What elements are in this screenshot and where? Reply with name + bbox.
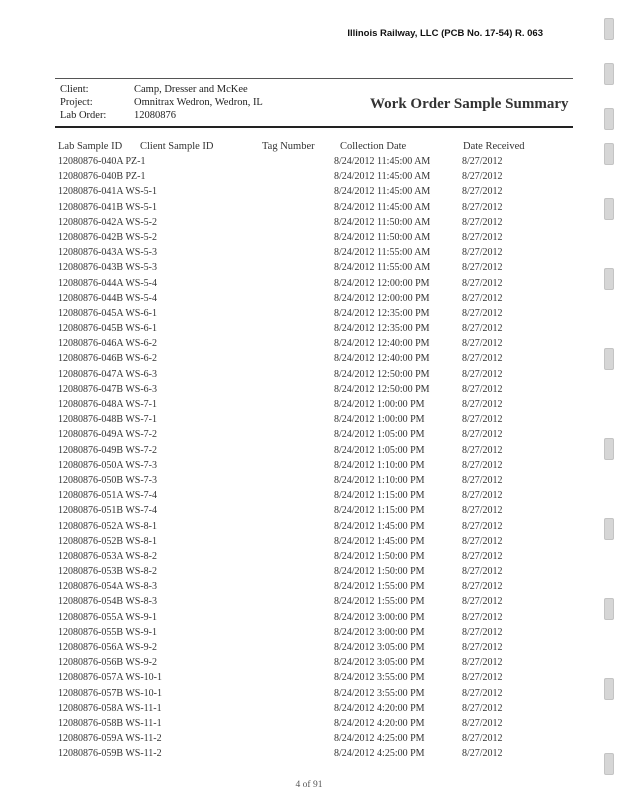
table-row [0, 308, 618, 323]
lab-sample-id [58, 490, 157, 501]
lab-sample-id-value: 12080876-059B [58, 748, 123, 760]
client-sample-id: WS-7-4 [125, 505, 157, 517]
date-received: 8/27/2012 [462, 535, 503, 547]
lab-sample-id [58, 612, 157, 623]
lab-sample-id [58, 445, 157, 456]
collection-date: 8/24/2012 11:45:00 AM [334, 186, 431, 198]
collection-date: 8/24/2012 12:50:00 PM [334, 383, 430, 395]
date-received: 8/27/2012 [462, 201, 503, 213]
collection-date: 8/24/2012 3:55:00 PM [334, 687, 425, 699]
date-received: 8/27/2012 [462, 687, 503, 699]
date-received: 8/27/2012 [462, 642, 503, 653]
table-row [0, 217, 618, 232]
client-sample-id: WS-8-2 [125, 550, 157, 562]
collection-date: 8/24/2012 1:05:00 PM [334, 444, 425, 456]
lab-sample-id-value: 12080876-058A [58, 702, 123, 714]
collection-date: 8/24/2012 1:55:00 PM [334, 596, 425, 608]
collection-date: 8/24/2012 1:15:00 PM [334, 505, 425, 517]
lab-sample-id [58, 338, 157, 349]
table-row [0, 384, 618, 399]
client-sample-id: WS-7-1 [125, 414, 157, 426]
lab-sample-id [58, 429, 157, 440]
lab-sample-id [58, 460, 157, 471]
table-row [0, 445, 618, 460]
collection-date: 8/24/2012 11:45:00 AM [334, 156, 431, 167]
lab-sample-id [58, 657, 157, 668]
table-row [0, 278, 618, 293]
date-received: 8/27/2012 [462, 520, 503, 532]
date-received: 8/27/2012 [462, 657, 503, 669]
lab-sample-id [58, 596, 157, 607]
col-lab-sample-id: Lab Sample ID [58, 141, 123, 152]
date-received: 8/27/2012 [462, 702, 503, 714]
table-row [0, 748, 618, 763]
client-sample-id: WS-9-1 [125, 626, 157, 638]
table-row [0, 399, 618, 414]
table-row [0, 521, 618, 536]
lab-sample-id-value: 12080876-042B [58, 231, 123, 243]
lab-order-value: 12080876 [134, 110, 176, 121]
lab-sample-id-value: 12080876-050B [58, 474, 123, 486]
project-row [60, 96, 263, 109]
lab-sample-id-value: 12080876-048A [58, 399, 123, 410]
client-sample-id: WS-8-1 [125, 535, 157, 547]
client-sample-id: WS-6-3 [125, 368, 157, 380]
lab-sample-id [58, 475, 157, 486]
lab-sample-id-value: 12080876-058B [58, 717, 123, 729]
lab-sample-id [58, 369, 157, 380]
table-row [0, 202, 618, 217]
date-received: 8/27/2012 [462, 186, 503, 198]
lab-sample-id [58, 566, 157, 577]
collection-date: 8/24/2012 1:05:00 PM [334, 429, 425, 441]
lab-sample-id-value: 12080876-046B [58, 353, 123, 365]
client-sample-id: WS-11-2 [125, 748, 162, 760]
table-row [0, 262, 618, 277]
date-received: 8/27/2012 [462, 626, 503, 638]
lab-sample-id [58, 247, 157, 258]
date-received: 8/27/2012 [462, 414, 503, 426]
collection-date: 8/24/2012 4:25:00 PM [334, 733, 425, 745]
table-row [0, 703, 618, 718]
table-row [0, 429, 618, 444]
lab-sample-id-value: 12080876-045A [58, 307, 123, 319]
lab-sample-id [58, 278, 157, 289]
lab-sample-id-value: 12080876-055A [58, 611, 123, 623]
client-sample-id: WS-11-1 [125, 702, 162, 714]
table-row [0, 551, 618, 566]
table-row [0, 672, 618, 687]
project-label: Project: [60, 97, 93, 108]
binder-hole [604, 18, 614, 40]
page-stamp: Illinois Railway, LLC (PCB No. 17-54) R. 063 [347, 28, 543, 39]
client-label: Client: [60, 84, 89, 95]
collection-date: 8/24/2012 1:00:00 PM [334, 414, 425, 426]
table-row [0, 566, 618, 581]
table-row [0, 186, 618, 201]
table-row [0, 627, 618, 642]
client-sample-id: WS-5-1 [125, 186, 157, 198]
col-collection-date: Collection Date [340, 141, 407, 152]
collection-date: 8/24/2012 1:15:00 PM [334, 490, 425, 502]
project-value: Omnitrax Wedron, Wedron, IL [134, 97, 263, 108]
collection-date: 8/24/2012 11:55:00 AM [334, 247, 431, 259]
date-received: 8/27/2012 [462, 474, 503, 486]
lab-sample-id [58, 308, 157, 319]
lab-sample-id [58, 718, 162, 729]
client-sample-id: WS-7-4 [125, 490, 157, 502]
collection-date: 8/24/2012 3:00:00 PM [334, 611, 425, 623]
date-received: 8/27/2012 [462, 231, 503, 243]
lab-sample-id-value: 12080876-055B [58, 626, 123, 638]
date-received: 8/27/2012 [462, 171, 503, 183]
collection-date: 8/24/2012 4:25:00 PM [334, 748, 425, 760]
table-row [0, 460, 618, 475]
lab-sample-id [58, 186, 157, 197]
collection-date: 8/24/2012 1:55:00 PM [334, 581, 425, 593]
lab-sample-id [58, 505, 157, 516]
lab-sample-id [58, 232, 157, 243]
lab-sample-id-value: 12080876-051A [58, 490, 123, 502]
lab-sample-id-value: 12080876-044B [58, 292, 123, 304]
header-rule-top [55, 78, 573, 79]
lab-sample-id [58, 293, 157, 304]
client-sample-id: WS-5-4 [125, 277, 157, 289]
lab-sample-id-value: 12080876-053B [58, 566, 123, 578]
client-sample-id: WS-5-4 [125, 292, 157, 304]
collection-date: 8/24/2012 1:45:00 PM [334, 535, 425, 547]
lab-sample-id-value: 12080876-047A [58, 368, 123, 380]
table-row [0, 414, 618, 429]
client-sample-id: WS-6-1 [125, 307, 157, 319]
collection-date: 8/24/2012 12:35:00 PM [334, 307, 430, 319]
client-sample-id: WS-5-1 [125, 201, 157, 213]
client-sample-id: WS-7-2 [125, 444, 157, 456]
collection-date: 8/24/2012 1:00:00 PM [334, 399, 425, 410]
lab-sample-id-value: 12080876-050A [58, 459, 123, 471]
table-row [0, 323, 618, 338]
client-sample-id: WS-11-2 [125, 733, 162, 745]
client-sample-id: WS-10-1 [125, 687, 162, 699]
client-sample-id: WS-5-3 [125, 262, 157, 274]
lab-sample-id-value: 12080876-057A [58, 672, 123, 684]
client-sample-id: WS-5-2 [125, 216, 157, 228]
table-row [0, 293, 618, 308]
sample-table [0, 156, 618, 764]
lab-sample-id [58, 171, 146, 182]
collection-date: 8/24/2012 3:05:00 PM [334, 642, 425, 653]
lab-sample-id-value: 12080876-052B [58, 535, 123, 547]
client-sample-id: WS-6-1 [125, 323, 157, 335]
lab-sample-id-value: 12080876-043B [58, 262, 123, 274]
lab-sample-id-value: 12080876-054A [58, 581, 123, 593]
table-row [0, 581, 618, 596]
table-row [0, 171, 618, 186]
lab-sample-id [58, 642, 157, 653]
date-received: 8/27/2012 [462, 748, 503, 760]
lab-order-row [60, 109, 263, 122]
lab-sample-id [58, 384, 157, 395]
lab-sample-id-value: 12080876-049A [58, 429, 123, 441]
lab-sample-id-value: 12080876-046A [58, 338, 123, 350]
lab-sample-id-value: 12080876-040A [58, 156, 123, 167]
lab-sample-id [58, 733, 162, 744]
table-row [0, 247, 618, 262]
lab-sample-id [58, 202, 157, 213]
date-received: 8/27/2012 [462, 307, 503, 319]
lab-sample-id [58, 399, 157, 410]
client-value: Camp, Dresser and McKee [134, 84, 248, 95]
client-sample-id: WS-9-1 [125, 611, 157, 623]
lab-sample-id [58, 748, 162, 759]
client-sample-id: WS-7-3 [125, 459, 157, 471]
collection-date: 8/24/2012 11:45:00 AM [334, 201, 431, 213]
table-row [0, 733, 618, 748]
lab-sample-id-value: 12080876-040B [58, 171, 123, 183]
date-received: 8/27/2012 [462, 383, 503, 395]
lab-sample-id [58, 627, 157, 638]
lab-sample-id [58, 672, 162, 683]
lab-sample-id [58, 156, 146, 167]
client-sample-id: WS-7-2 [125, 429, 157, 441]
collection-date: 8/24/2012 12:00:00 PM [334, 277, 430, 289]
binder-hole [604, 108, 614, 130]
lab-sample-id-value: 12080876-043A [58, 247, 123, 259]
table-row [0, 718, 618, 733]
lab-sample-id-value: 12080876-052A [58, 520, 123, 532]
binder-hole [604, 63, 614, 85]
lab-sample-id [58, 353, 157, 364]
collection-date: 8/24/2012 4:20:00 PM [334, 702, 425, 714]
lab-sample-id-value: 12080876-054B [58, 596, 123, 608]
table-row [0, 232, 618, 247]
lab-sample-id-value: 12080876-056A [58, 642, 123, 653]
collection-date: 8/24/2012 12:40:00 PM [334, 353, 430, 365]
client-sample-id: WS-9-2 [125, 657, 157, 669]
lab-sample-id-value: 12080876-048B [58, 414, 123, 426]
date-received: 8/27/2012 [462, 338, 503, 350]
table-header [0, 141, 618, 155]
lab-sample-id-value: 12080876-053A [58, 550, 123, 562]
lab-sample-id [58, 581, 157, 592]
lab-order-label: Lab Order: [60, 110, 107, 121]
client-sample-id: WS-7-3 [125, 474, 157, 486]
date-received: 8/27/2012 [462, 444, 503, 456]
table-row [0, 657, 618, 672]
lab-sample-id-value: 12080876-057B [58, 687, 123, 699]
collection-date: 8/24/2012 12:40:00 PM [334, 338, 430, 350]
table-row [0, 688, 618, 703]
client-sample-id: WS-11-1 [125, 717, 162, 729]
date-received: 8/27/2012 [462, 490, 503, 502]
collection-date: 8/24/2012 11:50:00 AM [334, 231, 431, 243]
date-received: 8/27/2012 [462, 216, 503, 228]
date-received: 8/27/2012 [462, 262, 503, 274]
lab-sample-id-value: 12080876-045B [58, 323, 123, 335]
client-sample-id: WS-9-2 [125, 642, 157, 653]
order-info [60, 83, 263, 122]
lab-sample-id [58, 688, 162, 699]
lab-sample-id [58, 521, 157, 532]
date-received: 8/27/2012 [462, 717, 503, 729]
date-received: 8/27/2012 [462, 581, 503, 593]
page-number: 4 of 91 [295, 780, 323, 790]
lab-sample-id [58, 414, 157, 425]
date-received: 8/27/2012 [462, 368, 503, 380]
collection-date: 8/24/2012 3:00:00 PM [334, 626, 425, 638]
lab-sample-id [58, 551, 157, 562]
table-row [0, 338, 618, 353]
client-sample-id: WS-8-2 [125, 566, 157, 578]
lab-sample-id-value: 12080876-042A [58, 216, 123, 228]
collection-date: 8/24/2012 11:55:00 AM [334, 262, 431, 274]
lab-sample-id-value: 12080876-044A [58, 277, 123, 289]
client-sample-id: WS-6-2 [125, 353, 157, 365]
lab-sample-id-value: 12080876-041B [58, 201, 123, 213]
lab-sample-id-value: 12080876-049B [58, 444, 123, 456]
date-received: 8/27/2012 [462, 247, 503, 259]
client-sample-id: WS-8-3 [125, 581, 157, 593]
date-received: 8/27/2012 [462, 566, 503, 578]
lab-sample-id [58, 703, 162, 714]
date-received: 8/27/2012 [462, 611, 503, 623]
date-received: 8/27/2012 [462, 323, 503, 335]
document-title: Work Order Sample Summary [370, 96, 569, 112]
col-tag-number: Tag Number [262, 141, 315, 152]
table-row [0, 369, 618, 384]
client-sample-id: PZ-1 [125, 156, 146, 167]
table-row [0, 612, 618, 627]
date-received: 8/27/2012 [462, 672, 503, 684]
collection-date: 8/24/2012 11:50:00 AM [334, 216, 431, 228]
date-received: 8/27/2012 [462, 550, 503, 562]
lab-sample-id-value: 12080876-051B [58, 505, 123, 517]
collection-date: 8/24/2012 1:45:00 PM [334, 520, 425, 532]
lab-sample-id-value: 12080876-056B [58, 657, 123, 669]
collection-date: 8/24/2012 12:35:00 PM [334, 323, 430, 335]
collection-date: 8/24/2012 1:10:00 PM [334, 474, 425, 486]
client-sample-id: WS-6-3 [125, 383, 157, 395]
lab-sample-id [58, 217, 157, 228]
collection-date: 8/24/2012 11:45:00 AM [334, 171, 431, 183]
client-row [60, 83, 263, 96]
collection-date: 8/24/2012 3:55:00 PM [334, 672, 425, 684]
client-sample-id: WS-5-2 [125, 231, 157, 243]
header-rule-bottom [55, 126, 573, 128]
collection-date: 8/24/2012 4:20:00 PM [334, 717, 425, 729]
lab-sample-id-value: 12080876-047B [58, 383, 123, 395]
date-received: 8/27/2012 [462, 596, 503, 608]
client-sample-id: WS-7-1 [125, 399, 157, 410]
client-sample-id: WS-8-3 [125, 596, 157, 608]
date-received: 8/27/2012 [462, 353, 503, 365]
lab-sample-id-value: 12080876-059A [58, 733, 123, 745]
client-sample-id: PZ-1 [125, 171, 146, 183]
lab-sample-id-value: 12080876-041A [58, 186, 123, 198]
date-received: 8/27/2012 [462, 429, 503, 441]
date-received: 8/27/2012 [462, 156, 503, 167]
date-received: 8/27/2012 [462, 292, 503, 304]
date-received: 8/27/2012 [462, 505, 503, 517]
client-sample-id: WS-6-2 [125, 338, 157, 350]
date-received: 8/27/2012 [462, 459, 503, 471]
collection-date: 8/24/2012 1:50:00 PM [334, 550, 425, 562]
table-row [0, 490, 618, 505]
collection-date: 8/24/2012 12:50:00 PM [334, 368, 430, 380]
lab-sample-id [58, 323, 157, 334]
table-row [0, 353, 618, 368]
date-received: 8/27/2012 [462, 733, 503, 745]
table-row [0, 642, 618, 657]
table-row [0, 536, 618, 551]
collection-date: 8/24/2012 12:00:00 PM [334, 292, 430, 304]
table-row [0, 156, 618, 171]
client-sample-id: WS-5-3 [125, 247, 157, 259]
collection-date: 8/24/2012 1:50:00 PM [334, 566, 425, 578]
table-row [0, 475, 618, 490]
collection-date: 8/24/2012 1:10:00 PM [334, 459, 425, 471]
date-received: 8/27/2012 [462, 277, 503, 289]
date-received: 8/27/2012 [462, 399, 503, 410]
client-sample-id: WS-10-1 [125, 672, 162, 684]
col-client-sample-id: Client Sample ID [140, 141, 214, 152]
table-row [0, 505, 618, 520]
lab-sample-id [58, 536, 157, 547]
col-date-received: Date Received [463, 141, 525, 152]
collection-date: 8/24/2012 3:05:00 PM [334, 657, 425, 669]
client-sample-id: WS-8-1 [125, 520, 157, 532]
table-row [0, 596, 618, 611]
lab-sample-id [58, 262, 157, 273]
